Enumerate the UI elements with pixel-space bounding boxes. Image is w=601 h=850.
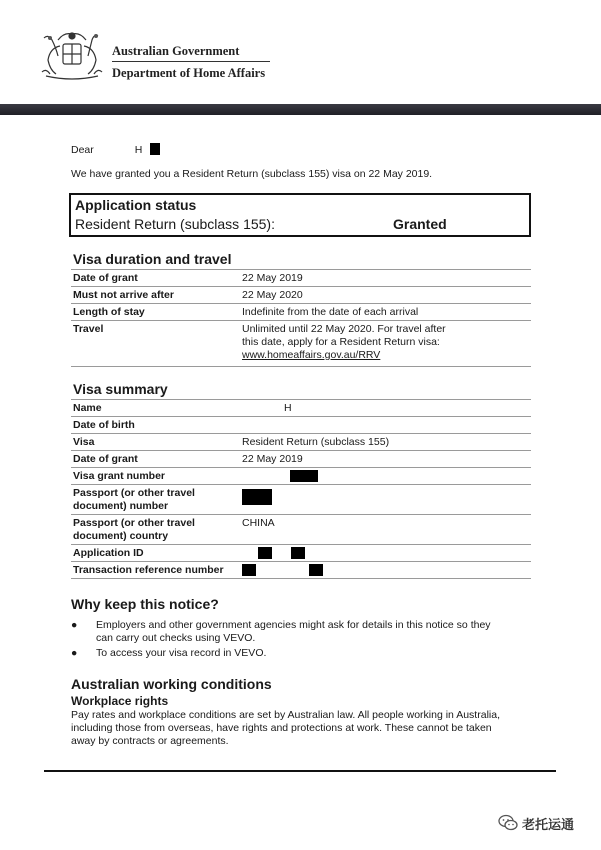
salutation-name: H	[134, 144, 143, 156]
rrv-link[interactable]: www.homeaffairs.gov.au/RRV	[242, 349, 381, 361]
row-key-line: document) country	[73, 530, 169, 542]
row-key: Must not arrive after	[73, 289, 174, 301]
redaction-block	[309, 564, 323, 576]
row-value	[242, 323, 522, 362]
bullet-line: Employers and other government agencies might ask for details in this notice so they	[96, 619, 491, 631]
working-conditions-title: Australian working conditions	[71, 676, 272, 692]
row-value	[242, 547, 522, 560]
row-key: Visa grant number	[73, 470, 165, 482]
department-title: Department of Home Affairs	[112, 66, 266, 80]
row-value: 22 May 2019	[242, 453, 303, 465]
bullet-line: To access your visa record in VEVO.	[96, 647, 267, 659]
grant-sentence: We have granted you a Resident Return (subclass 155) visa on 22 May 2019.	[71, 168, 433, 180]
row-key	[73, 487, 238, 513]
visa-summary-title: Visa summary	[73, 381, 168, 397]
table-row	[71, 545, 531, 562]
row-value: Indefinite from the date of each arrival	[242, 306, 419, 318]
table-row	[71, 562, 531, 579]
redaction-block	[150, 143, 160, 155]
row-value: 22 May 2019	[242, 272, 303, 284]
salutation-label: Dear	[71, 144, 94, 156]
footer-divider	[44, 770, 556, 772]
wechat-icon	[498, 814, 518, 832]
travel-line: this date, apply for a Resident Return visa:	[242, 336, 440, 348]
page-header	[0, 0, 601, 110]
table-row	[71, 400, 531, 417]
redaction-block	[242, 489, 272, 505]
para-line: away by contracts or agreements.	[71, 735, 229, 747]
salutation	[71, 143, 160, 156]
table-row	[71, 451, 531, 468]
government-title: Australian Government	[112, 44, 240, 58]
bullet-text	[96, 647, 526, 660]
why-keep-title: Why keep this notice?	[71, 596, 219, 612]
redaction-block	[258, 547, 272, 559]
row-key-line: Passport (or other travel	[73, 487, 195, 499]
row-value: CHINA	[242, 517, 275, 529]
row-value: Resident Return (subclass 155)	[242, 436, 390, 448]
row-key: Length of stay	[73, 306, 145, 318]
redaction-block	[291, 547, 305, 559]
row-value	[242, 470, 522, 483]
row-key: Date of birth	[73, 419, 135, 431]
visa-duration-title: Visa duration and travel	[73, 251, 232, 267]
bullet-text	[96, 619, 526, 645]
workplace-rights-subtitle: Workplace rights	[71, 694, 169, 708]
coat-of-arms-icon	[36, 30, 108, 82]
row-key: Transaction reference number	[73, 564, 224, 576]
header-bar	[0, 104, 601, 115]
row-value	[242, 487, 522, 505]
row-key: Date of grant	[73, 453, 138, 465]
visa-summary-table	[71, 399, 531, 579]
row-key: Travel	[73, 323, 104, 335]
row-key	[73, 517, 238, 543]
row-key-line: Passport (or other travel	[73, 517, 195, 529]
row-key: Name	[73, 402, 102, 414]
application-status-box	[69, 193, 531, 237]
table-row	[71, 304, 531, 321]
bullet-icon: ●	[71, 647, 78, 659]
bullet-line: can carry out checks using VEVO.	[96, 632, 256, 644]
row-key: Visa	[73, 436, 95, 448]
visa-duration-table	[71, 269, 531, 367]
row-value: 22 May 2020	[242, 289, 303, 301]
status-value: Granted	[393, 216, 447, 232]
table-row	[71, 270, 531, 287]
redaction-block	[242, 564, 256, 576]
watermark-text: 老托运通	[522, 816, 575, 832]
table-row	[71, 434, 531, 451]
travel-line: Unlimited until 22 May 2020. For travel after	[242, 323, 446, 335]
table-row	[71, 417, 531, 434]
status-visa-type: Resident Return (subclass 155):	[75, 216, 275, 232]
table-row	[71, 515, 531, 545]
table-row	[71, 321, 531, 367]
table-row	[71, 485, 531, 515]
row-key: Date of grant	[73, 272, 138, 284]
watermark	[498, 812, 574, 834]
row-key: Application ID	[73, 547, 144, 559]
para-line: including those from overseas, have rights and protections at work. These cannot be taken	[71, 722, 492, 734]
table-row	[71, 468, 531, 485]
header-divider	[112, 61, 270, 62]
bullet-icon: ●	[71, 619, 78, 631]
workplace-rights-text	[71, 709, 541, 748]
status-title: Application status	[75, 197, 197, 213]
redaction-block	[290, 470, 318, 482]
row-key-line: document) number	[73, 500, 169, 512]
row-value	[242, 564, 522, 577]
row-value: H	[284, 402, 292, 414]
table-row	[71, 287, 531, 304]
para-line: Pay rates and workplace conditions are set by Australian law. All people working in Australia,	[71, 709, 500, 721]
